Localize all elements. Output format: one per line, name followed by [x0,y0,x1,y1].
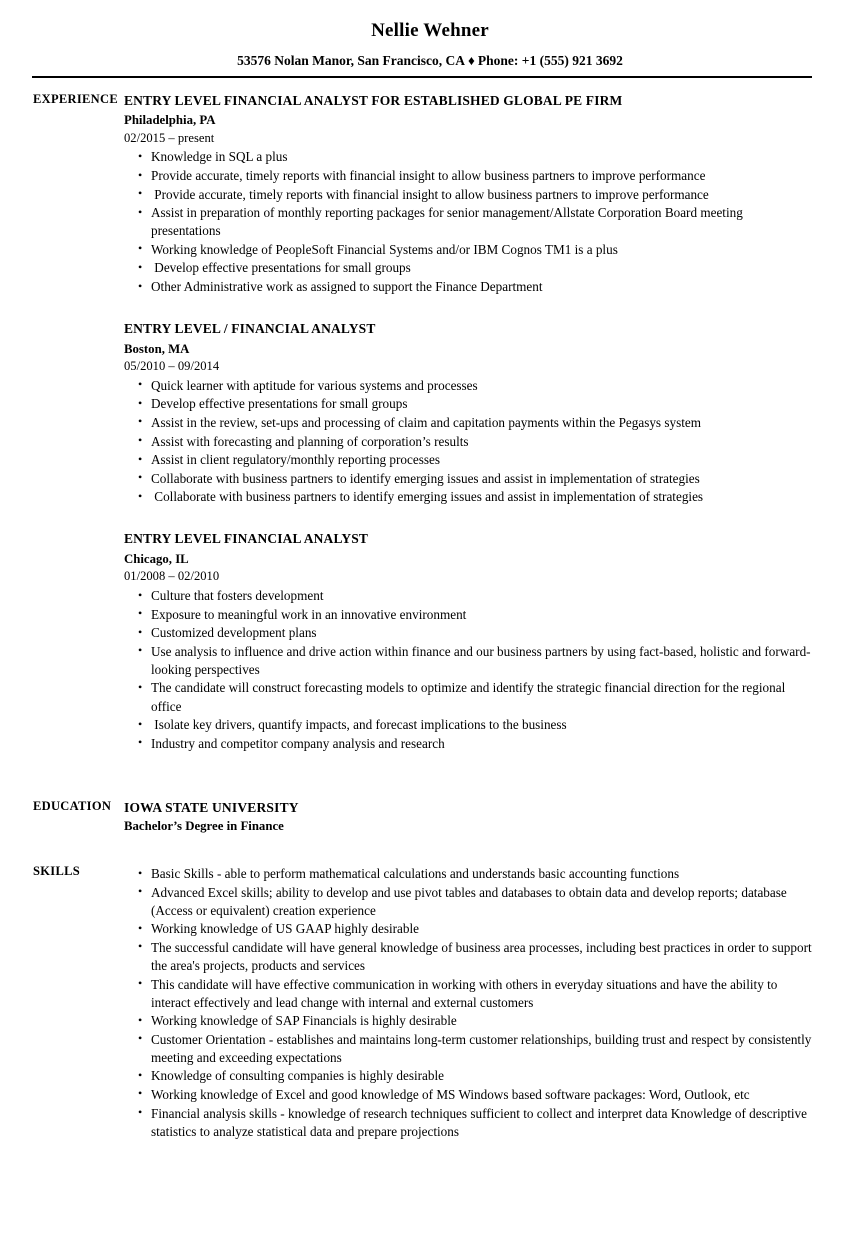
job-bullet: • Use analysis to influence and drive action within finance and our business partners by using fact-based, holistic and forward-looking perspectives [124,643,812,679]
skill-bullet: • This candidate will have effective communication in working with others in everyday situations and have the ability to interact effectively and lead change with internal and external customers [124,976,812,1012]
contact-address: 53576 Nolan Manor, San Francisco, CA [237,52,466,68]
job-bullet: • Other Administrative work as assigned to support the Finance Department [124,278,812,296]
diamond-separator-icon: ♦ [468,52,475,68]
job-entry [124,320,812,506]
education-section-label: EDUCATION [33,799,112,814]
header-divider [32,76,812,78]
skill-bullet: • Working knowledge of SAP Financials is highly desirable [124,1012,812,1030]
skill-bullet: • Basic Skills - able to perform mathematical calculations and understands basic accounting functions [124,865,812,883]
job-bullet: • Provide accurate, timely reports with financial insight to allow business partners to improve performance [124,167,812,185]
job-dates: 02/2015 – present [124,130,215,145]
job-bullet-list [124,148,812,296]
skill-bullet: • Knowledge of consulting companies is highly desirable [124,1067,812,1085]
job-bullet: • Customized development plans [124,624,812,642]
job-bullet: • The candidate will construct forecasting models to optimize and identify the strategic financial direction for the regional office [124,679,812,715]
job-bullet: • Assist in preparation of monthly reporting packages for senior management/Allstate Corporation Board meeting presentations [124,204,812,240]
job-bullet: • Quick learner with aptitude for various systems and processes [124,377,812,395]
education-degree: Bachelor’s Degree in Finance [124,819,284,834]
job-location: Boston, MA [124,341,190,356]
contact-line [0,54,860,69]
job-location: Philadelphia, PA [124,113,216,128]
skill-bullet: • Financial analysis skills - knowledge of research techniques sufficient to collect and interpret data Knowledge of descriptive statistics to analyze statistical data and prepare projections [124,1105,812,1141]
experience-section-label: EXPERIENCE [33,91,118,106]
skill-bullet: • Working knowledge of Excel and good knowledge of MS Windows based software packages: Word, Outlook, etc [124,1086,812,1104]
job-bullet-list [124,587,812,753]
job-bullet: • Culture that fosters development [124,587,812,605]
skills-section [0,864,860,1141]
resume-header [0,0,860,78]
job-bullet-list [124,377,812,507]
experience-section [0,92,860,754]
education-list [124,799,860,836]
job-location: Chicago, IL [124,551,189,566]
experience-list [124,92,860,754]
skill-bullet: • Working knowledge of US GAAP highly desirable [124,920,812,938]
job-bullet: • Isolate key drivers, quantify impacts, and forecast implications to the business [124,716,812,734]
skill-bullet: • Advanced Excel skills; ability to develop and use pivot tables and databases to obtain data and develop reports; database (Access or equivalent) creation experience [124,884,812,920]
job-bullet: • Working knowledge of PeopleSoft Financial Systems and/or IBM Cognos TM1 is a plus [124,241,812,259]
job-bullet: • Develop effective presentations for small groups [124,395,812,413]
job-dates: 05/2010 – 09/2014 [124,359,220,374]
job-bullet: • Assist in the review, set-ups and processing of claim and capitation payments within the Pegasys system [124,414,812,432]
job-bullet: • Industry and competitor company analysis and research [124,735,812,753]
job-entry [124,92,812,296]
job-bullet: • Provide accurate, timely reports with financial insight to allow business partners to improve performance [124,186,812,204]
job-bullet: • Assist with forecasting and planning of corporation’s results [124,433,812,451]
job-bullet: • Knowledge in SQL a plus [124,148,812,166]
job-title: ENTRY LEVEL FINANCIAL ANALYST [124,531,369,547]
job-bullet: • Exposure to meaningful work in an innovative environment [124,606,812,624]
job-bullet: • Collaborate with business partners to identify emerging issues and assist in implementation of strategies [124,470,812,488]
education-section [0,799,860,836]
job-title: ENTRY LEVEL / FINANCIAL ANALYST [124,321,376,337]
candidate-name: Nellie Wehner [371,20,489,41]
contact-phone: Phone: +1 (555) 921 3692 [477,52,623,68]
job-bullet: • Develop effective presentations for small groups [124,259,812,277]
education-school: IOWA STATE UNIVERSITY [124,800,299,816]
skill-bullet: • The successful candidate will have general knowledge of business area processes, including best practices in order to support the area's projects, products and services [124,939,812,975]
job-title: ENTRY LEVEL FINANCIAL ANALYST FOR ESTABLISHED GLOBAL PE FIRM [124,92,623,108]
skills-section-label: SKILLS [33,864,80,879]
job-bullet: • Collaborate with business partners to identify emerging issues and assist in implementation of strategies [124,488,812,506]
job-bullet: • Assist in client regulatory/monthly reporting processes [124,451,812,469]
skills-bullet-list [124,865,815,1141]
job-dates: 01/2008 – 02/2010 [124,569,220,584]
skill-bullet: • Customer Orientation - establishes and maintains long-term customer relationships, building trust and respect by consistently meeting and exceeding expectations [124,1031,812,1067]
job-entry [124,530,812,752]
skills-list [124,864,860,1141]
